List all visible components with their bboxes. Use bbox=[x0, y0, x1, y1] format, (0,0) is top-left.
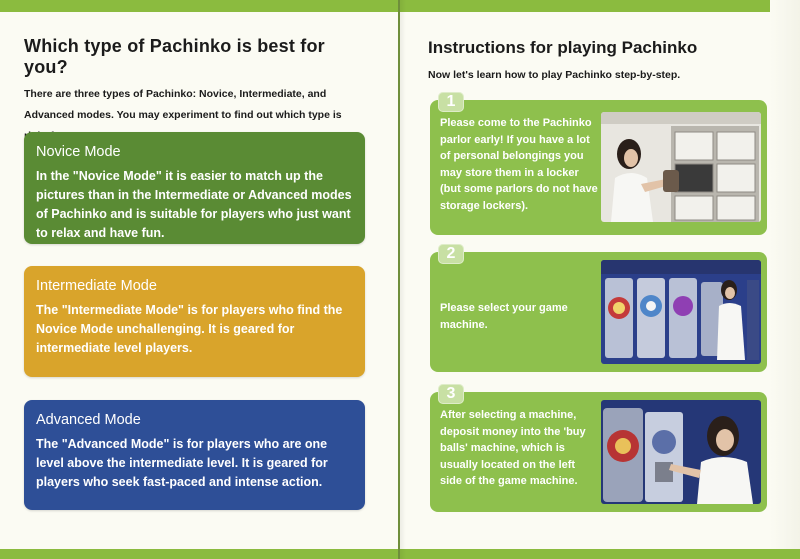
left-panel-intro: There are three types of Pachinko: Novice, Intermediate, and Advanced modes. You may experiment to find out which type is bbox=[24, 88, 342, 121]
woman-at-locker-photo bbox=[601, 112, 761, 222]
intermediate-mode-card bbox=[24, 266, 365, 377]
center-fold-shadow bbox=[400, 0, 406, 559]
step-3-text: After selecting a machine, deposit money into the 'buy balls' machine, which is usually located on the left side of the game machine. bbox=[440, 409, 586, 487]
advanced-mode-body: The "Advanced Mode" is for players who are one level above the intermediate level. It is geared for players who seek fast-paced and intense action. bbox=[36, 437, 328, 489]
step-2-number-badge: 2 bbox=[438, 244, 464, 264]
left-panel-title: Which type of Pachinko is best for you? bbox=[24, 36, 325, 77]
woman-depositing-money-photo bbox=[601, 400, 761, 504]
left-panel bbox=[24, 36, 369, 147]
step-3-number-badge: 3 bbox=[438, 384, 464, 404]
woman-selecting-machine-photo bbox=[601, 260, 761, 364]
advanced-mode-card bbox=[24, 400, 365, 510]
step-1-number-badge: 1 bbox=[438, 92, 464, 112]
intermediate-mode-body: The "Intermediate Mode" is for players who find the Novice Mode unchallenging. It is geared for intermediate level players. bbox=[36, 303, 343, 355]
step-2-card bbox=[430, 245, 767, 372]
step-2-text: Please select your game machine. bbox=[440, 302, 568, 331]
novice-mode-card bbox=[24, 132, 365, 244]
right-panel-title: Instructions for playing Pachinko bbox=[428, 38, 698, 57]
novice-mode-body: In the "Novice Mode" it is easier to match up the pictures than in the Intermediate or Advanced modes of Pachinko and is suitable for players who just want to relax and have fun. bbox=[36, 169, 352, 240]
right-panel-subtitle: Now let's learn how to play Pachinko step-by-step. bbox=[428, 69, 681, 81]
advanced-mode-title: Advanced Mode bbox=[36, 412, 141, 428]
step-3-card bbox=[430, 385, 767, 512]
intermediate-mode-title: Intermediate Mode bbox=[36, 278, 157, 294]
step-1-text: Please come to the Pachinko parlor early! If you have a lot of personal belongings you may store them in a locker (but some parlors do not have storage lockers). bbox=[440, 117, 598, 212]
step-1-card bbox=[430, 93, 767, 235]
right-edge-shade bbox=[770, 0, 800, 559]
novice-mode-title: Novice Mode bbox=[36, 144, 121, 160]
